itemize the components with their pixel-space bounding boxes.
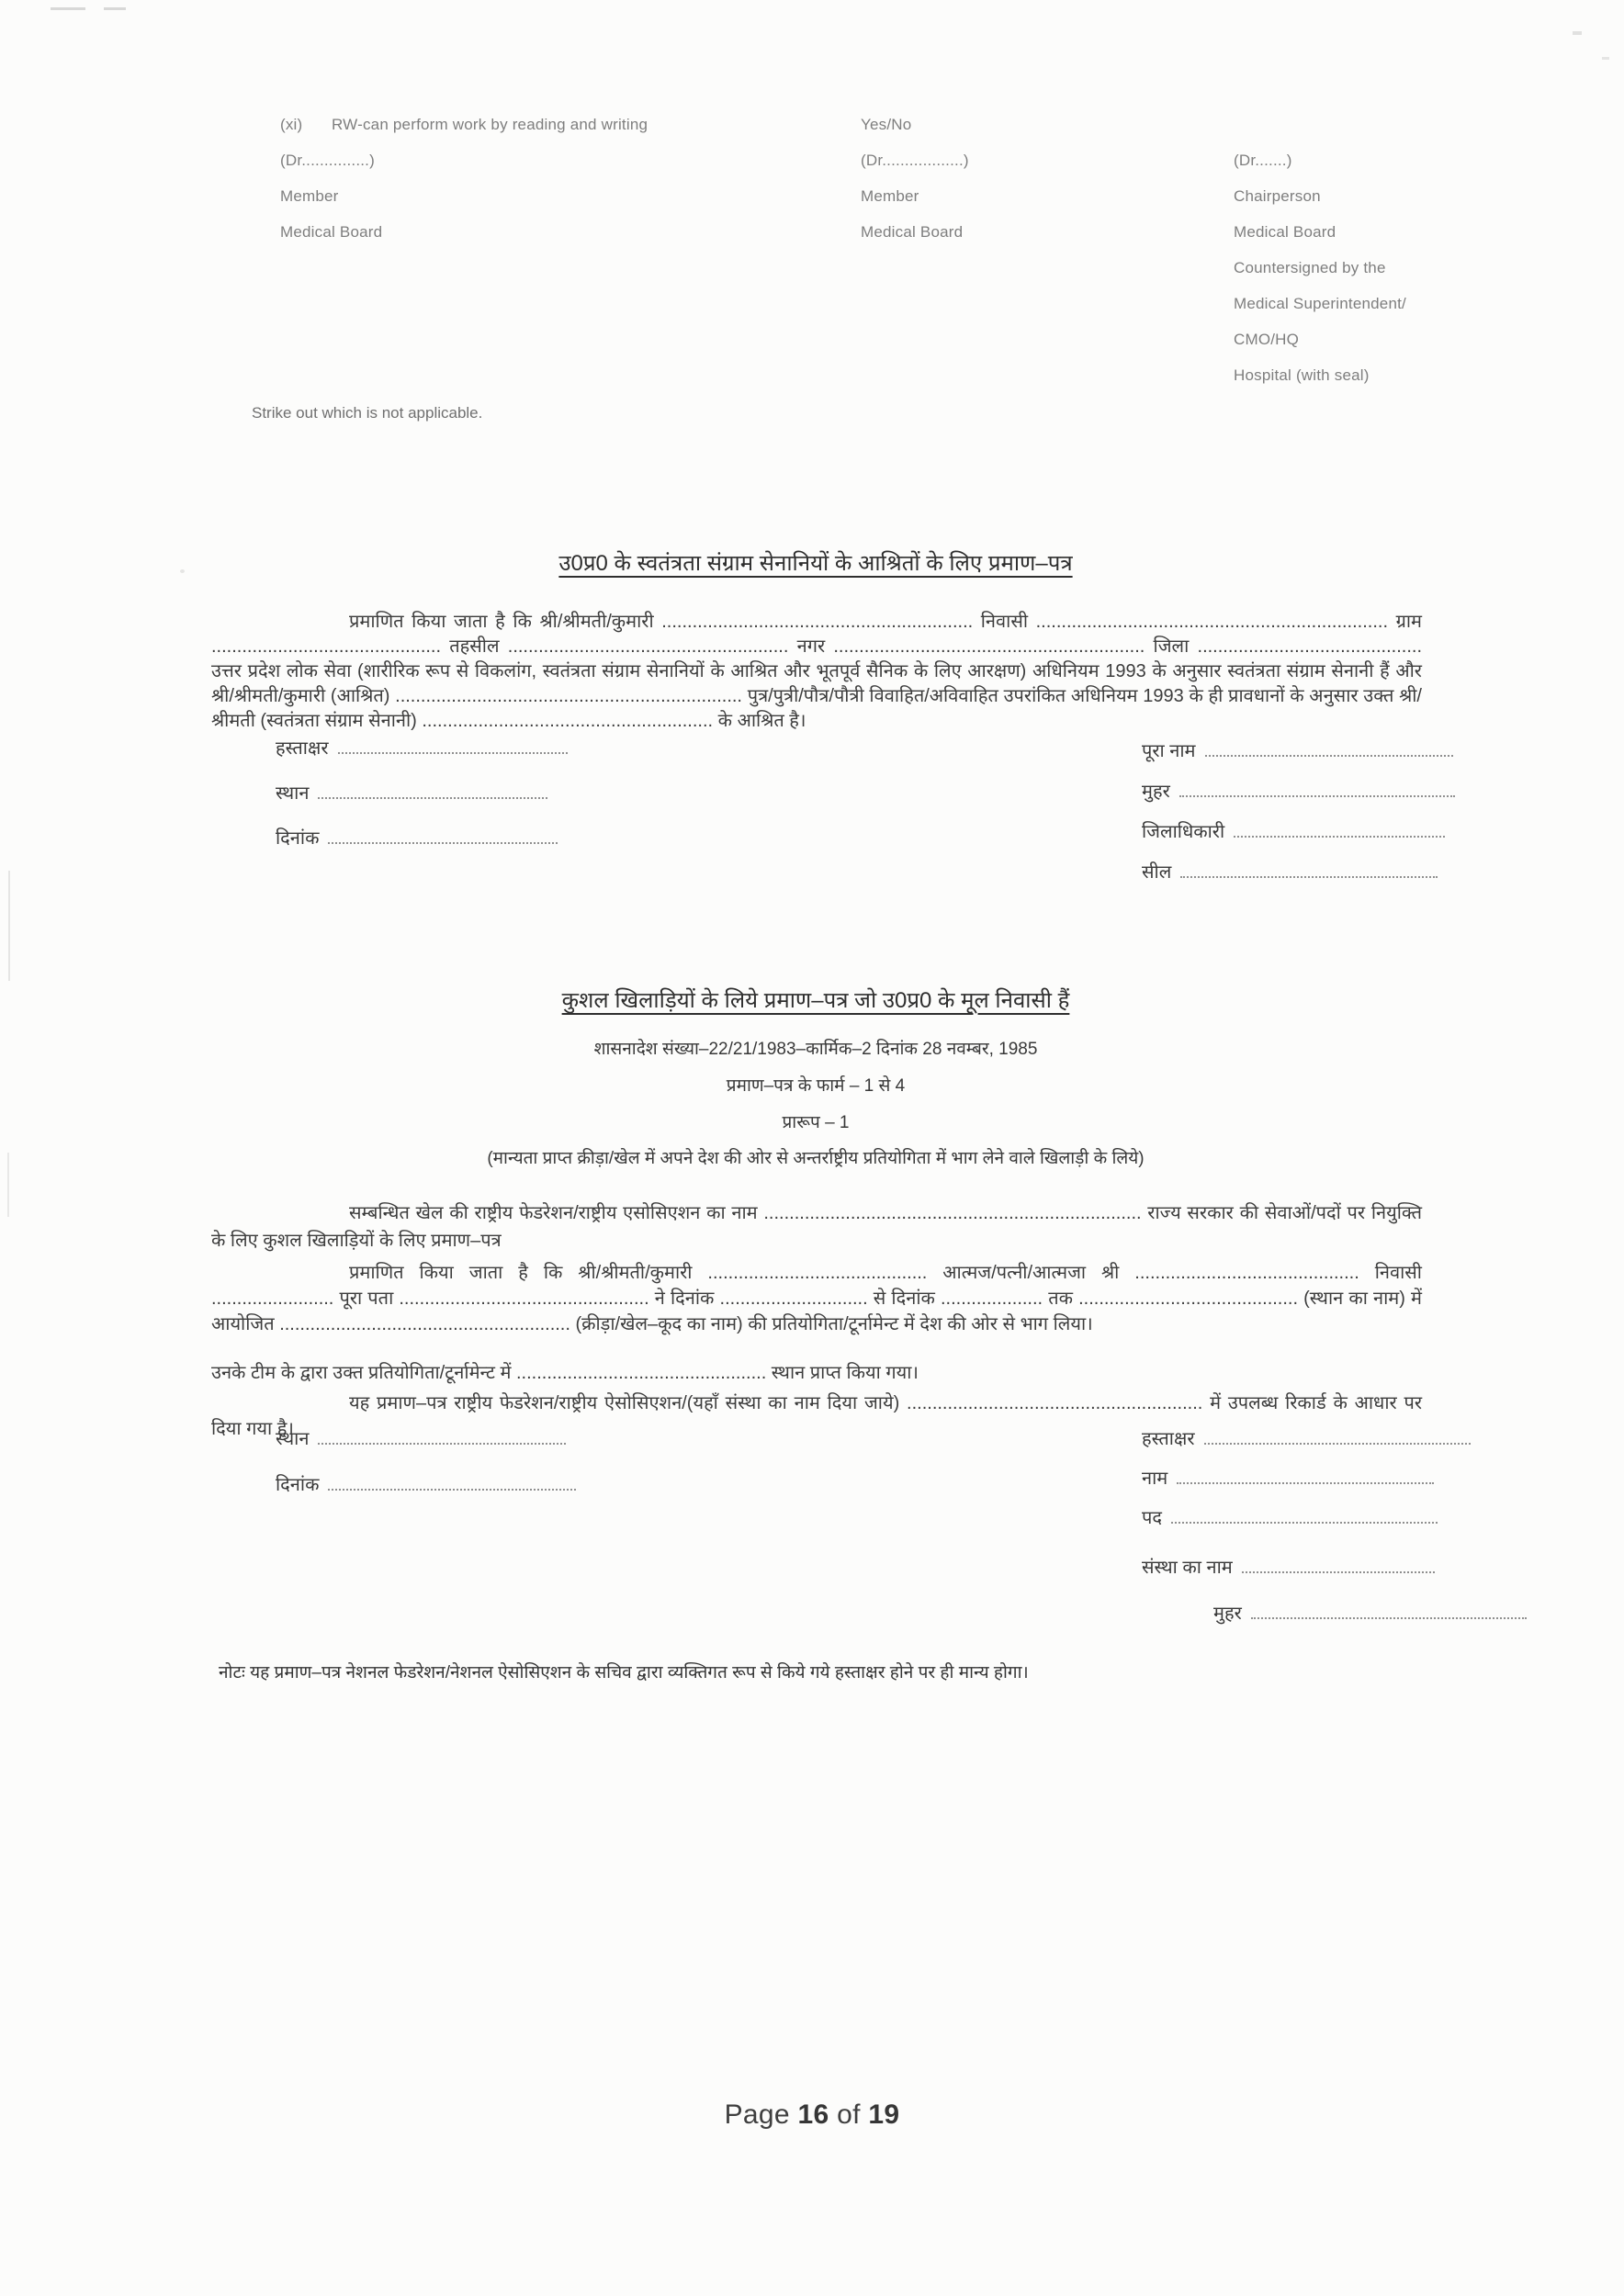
district-magistrate-field [1142, 818, 1455, 843]
doctor-name-blank: (Dr.......) [1234, 152, 1292, 169]
dotted-blank [1177, 1470, 1434, 1484]
name-field [1142, 1465, 1527, 1490]
dotted-blank [1234, 824, 1445, 838]
medical-board-column-3 [1234, 142, 1601, 393]
dotted-blank [328, 830, 558, 844]
sports-certificate-intro: सम्बन्धित खेल की राष्ट्रीय फेडरेशन/राष्ट्रीय एसोसिएशन का नाम .......................................................................... राज्य सरकार की सेवाओं/पदों पर नियुक्ति के लिए कुशल खिलाड़ियों के लिए प्रमाण–पत्र [211, 1203, 1422, 1251]
footer-total-pages: 19 [868, 2099, 900, 2130]
dotted-blank [1204, 1431, 1471, 1445]
field-label: जिलाधिकारी [1142, 822, 1225, 842]
dotted-blank [328, 1477, 576, 1491]
field-label: हस्ताक्षर [276, 738, 329, 759]
place-field [276, 780, 568, 805]
format-number-line: प्रारूप – 1 [782, 1113, 850, 1132]
stamp-field [1213, 1600, 1527, 1625]
dotted-blank [1242, 1559, 1435, 1573]
scan-artifact [51, 7, 85, 10]
page-number-footer [0, 2099, 1624, 2131]
ff-signature-left-column [276, 735, 568, 870]
seal-field [1142, 859, 1455, 884]
field-label: हस्ताक्षर [1142, 1429, 1195, 1449]
signer-org: Medical Board [861, 223, 964, 241]
ff-signature-right-column [1142, 737, 1455, 899]
footer-prefix: Page [724, 2099, 790, 2130]
doctor-name-blank: (Dr...............) [280, 152, 375, 169]
full-name-field [1142, 737, 1455, 762]
sports-certificate-heading: कुशल खिलाड़ियों के लिये प्रमाण–पत्र जो उ0प्र0 के मूल निवासी हैं [561, 988, 1070, 1013]
countersign-line: Hospital (with seal) [1234, 366, 1370, 384]
footer-page-number: 16 [797, 2099, 829, 2130]
date-field [276, 825, 568, 850]
scan-artifact [1602, 57, 1609, 60]
field-label: मुहर [1213, 1604, 1242, 1624]
signature-field [1142, 1425, 1527, 1450]
sports-signature-right-column [1142, 1425, 1527, 1639]
scan-artifact [104, 7, 126, 10]
place-field [276, 1425, 576, 1450]
dotted-blank [1180, 864, 1438, 878]
medical-board-column-1 [280, 107, 850, 250]
freedom-fighter-certificate-heading: उ0प्र0 के स्वतंत्रता संग्राम सेनानियों के आश्रितों के लिए प्रमाण–पत्र [558, 551, 1073, 576]
field-label: स्थान [276, 1429, 310, 1449]
item-number: (xi) [280, 116, 303, 133]
countersign-line: Countersigned by the [1234, 259, 1386, 276]
freedom-fighter-certificate-body: प्रमाणित किया जाता है कि श्री/श्रीमती/कुमारी ............................................................. निवासी ..................................................................... ग्राम ............................................. तहसील ....................................................... नगर ............................................................. जिला ............................................ उत्तर प्रदेश लोक सेवा (शारीरिक रूप से विकलांग, स्वतंत्रता संग्राम सेनानियों के आश्रित और भूतपूर्व सैनिक के लिए आरक्षण) अधिनियम 1993 के अनुसार स्वतंत्रता संग्राम सेनानी हैं और श्री/श्रीमती/कुमारी (आश्रित) .................................................................... पुत्र/पुत्री/पौत्र/पौत्री विवाहित/अविवाहित उपरांकित अधिनियम 1993 के ही प्रावधानों के अनुसार उक्त श्री/श्रीमती (स्वतंत्रता संग्राम सेनानी) ......................................................... के आश्रित है। [211, 612, 1422, 731]
countersign-line: CMO/HQ [1234, 331, 1300, 348]
government-order-line: शासनादेश संख्या–22/21/1983–कार्मिक–2 दिनांक 28 नवम्बर, 1985 [593, 1040, 1038, 1059]
dotted-blank [1205, 743, 1453, 757]
medical-board-column-2 [861, 107, 1210, 250]
validity-note: नोटः यह प्रमाण–पत्र नेशनल फेडरेशन/नेशनल ऐसोसिएशन के सचिव द्वारा व्यक्तिगत रूप से किये गये हस्ताक्षर होने पर ही मान्य होगा। [219, 1663, 1029, 1683]
field-label: दिनांक [276, 828, 320, 849]
certificate-subtitle: (मान्यता प्राप्त क्रीड़ा/खेल में अपने देश की ओर से अन्तर्राष्ट्रीय प्रतियोगिता में भाग लेने वाले खिलाड़ी के लिये) [487, 1149, 1145, 1168]
signer-role: Chairperson [1234, 187, 1321, 205]
dotted-blank [338, 740, 568, 754]
dotted-blank [1171, 1510, 1438, 1524]
sports-team-rank-line: उनके टीम के द्वारा उक्त प्रतियोगिता/टूर्नामेन्ट में ................................................. स्थान प्राप्त किया गया। [211, 1363, 919, 1383]
designation-field [1142, 1504, 1527, 1529]
countersign-line: Medical Superintendent/ [1234, 295, 1406, 312]
sports-certificate-body: प्रमाणित किया जाता है कि श्री/श्रीमती/कुमारी ........................................... आत्मज/पत्नी/आत्मजा श्री ............................................ निवासी ........................ पूरा पता ................................................. ने दिनांक ............................. से दिनांक .................... तक ........................................... (स्थान का नाम) में आयोजित ......................................................... (क्रीड़ा/खेल–कूद का नाम) की प्रतियोगिता/टूर्नामेन्ट में देश की ओर से भाग लिया। [211, 1263, 1422, 1334]
field-label: संस्था का नाम [1142, 1558, 1233, 1578]
organisation-name-field [1142, 1554, 1527, 1579]
scan-artifact [180, 569, 185, 573]
signer-role: Member [861, 187, 919, 205]
scan-artifact [1573, 31, 1582, 35]
certificate-forms-line: प्रमाण–पत्र के फार्म – 1 से 4 [726, 1076, 906, 1096]
dotted-blank [1251, 1605, 1527, 1619]
item-text: RW-can perform work by reading and writing [332, 116, 648, 133]
doctor-name-blank: (Dr..................) [861, 152, 969, 169]
stamp-field [1142, 778, 1455, 803]
field-label: मुहर [1142, 782, 1170, 802]
sports-signature-left-column [276, 1425, 576, 1517]
checklist-item [280, 107, 850, 142]
field-label: पद [1142, 1508, 1162, 1528]
signer-org: Medical Board [280, 223, 383, 241]
date-field [276, 1471, 576, 1496]
field-label: पूरा नाम [1142, 741, 1196, 761]
field-label: दिनांक [276, 1475, 320, 1495]
footer-mid: of [837, 2099, 861, 2130]
scan-artifact [7, 1153, 9, 1217]
field-label: नाम [1142, 1469, 1168, 1489]
strike-out-note: Strike out which is not applicable. [252, 404, 483, 422]
field-label: सील [1142, 862, 1172, 883]
item-answer: Yes/No [861, 116, 912, 133]
signer-role: Member [280, 187, 339, 205]
dotted-blank [318, 785, 547, 799]
signer-org: Medical Board [1234, 223, 1336, 241]
sports-record-basis-line: यह प्रमाण–पत्र राष्ट्रीय फेडरेशन/राष्ट्रीय ऐसोसिएशन/(यहाँ संस्था का नाम दिया जाये) .......................................................... में उपलब्ध रिकार्ड के आधार पर दिया गया है। [211, 1393, 1422, 1439]
field-label: स्थान [276, 783, 310, 804]
dotted-blank [1179, 783, 1455, 797]
dotted-blank [318, 1431, 566, 1445]
signature-field [276, 735, 568, 760]
scan-artifact [8, 871, 10, 981]
